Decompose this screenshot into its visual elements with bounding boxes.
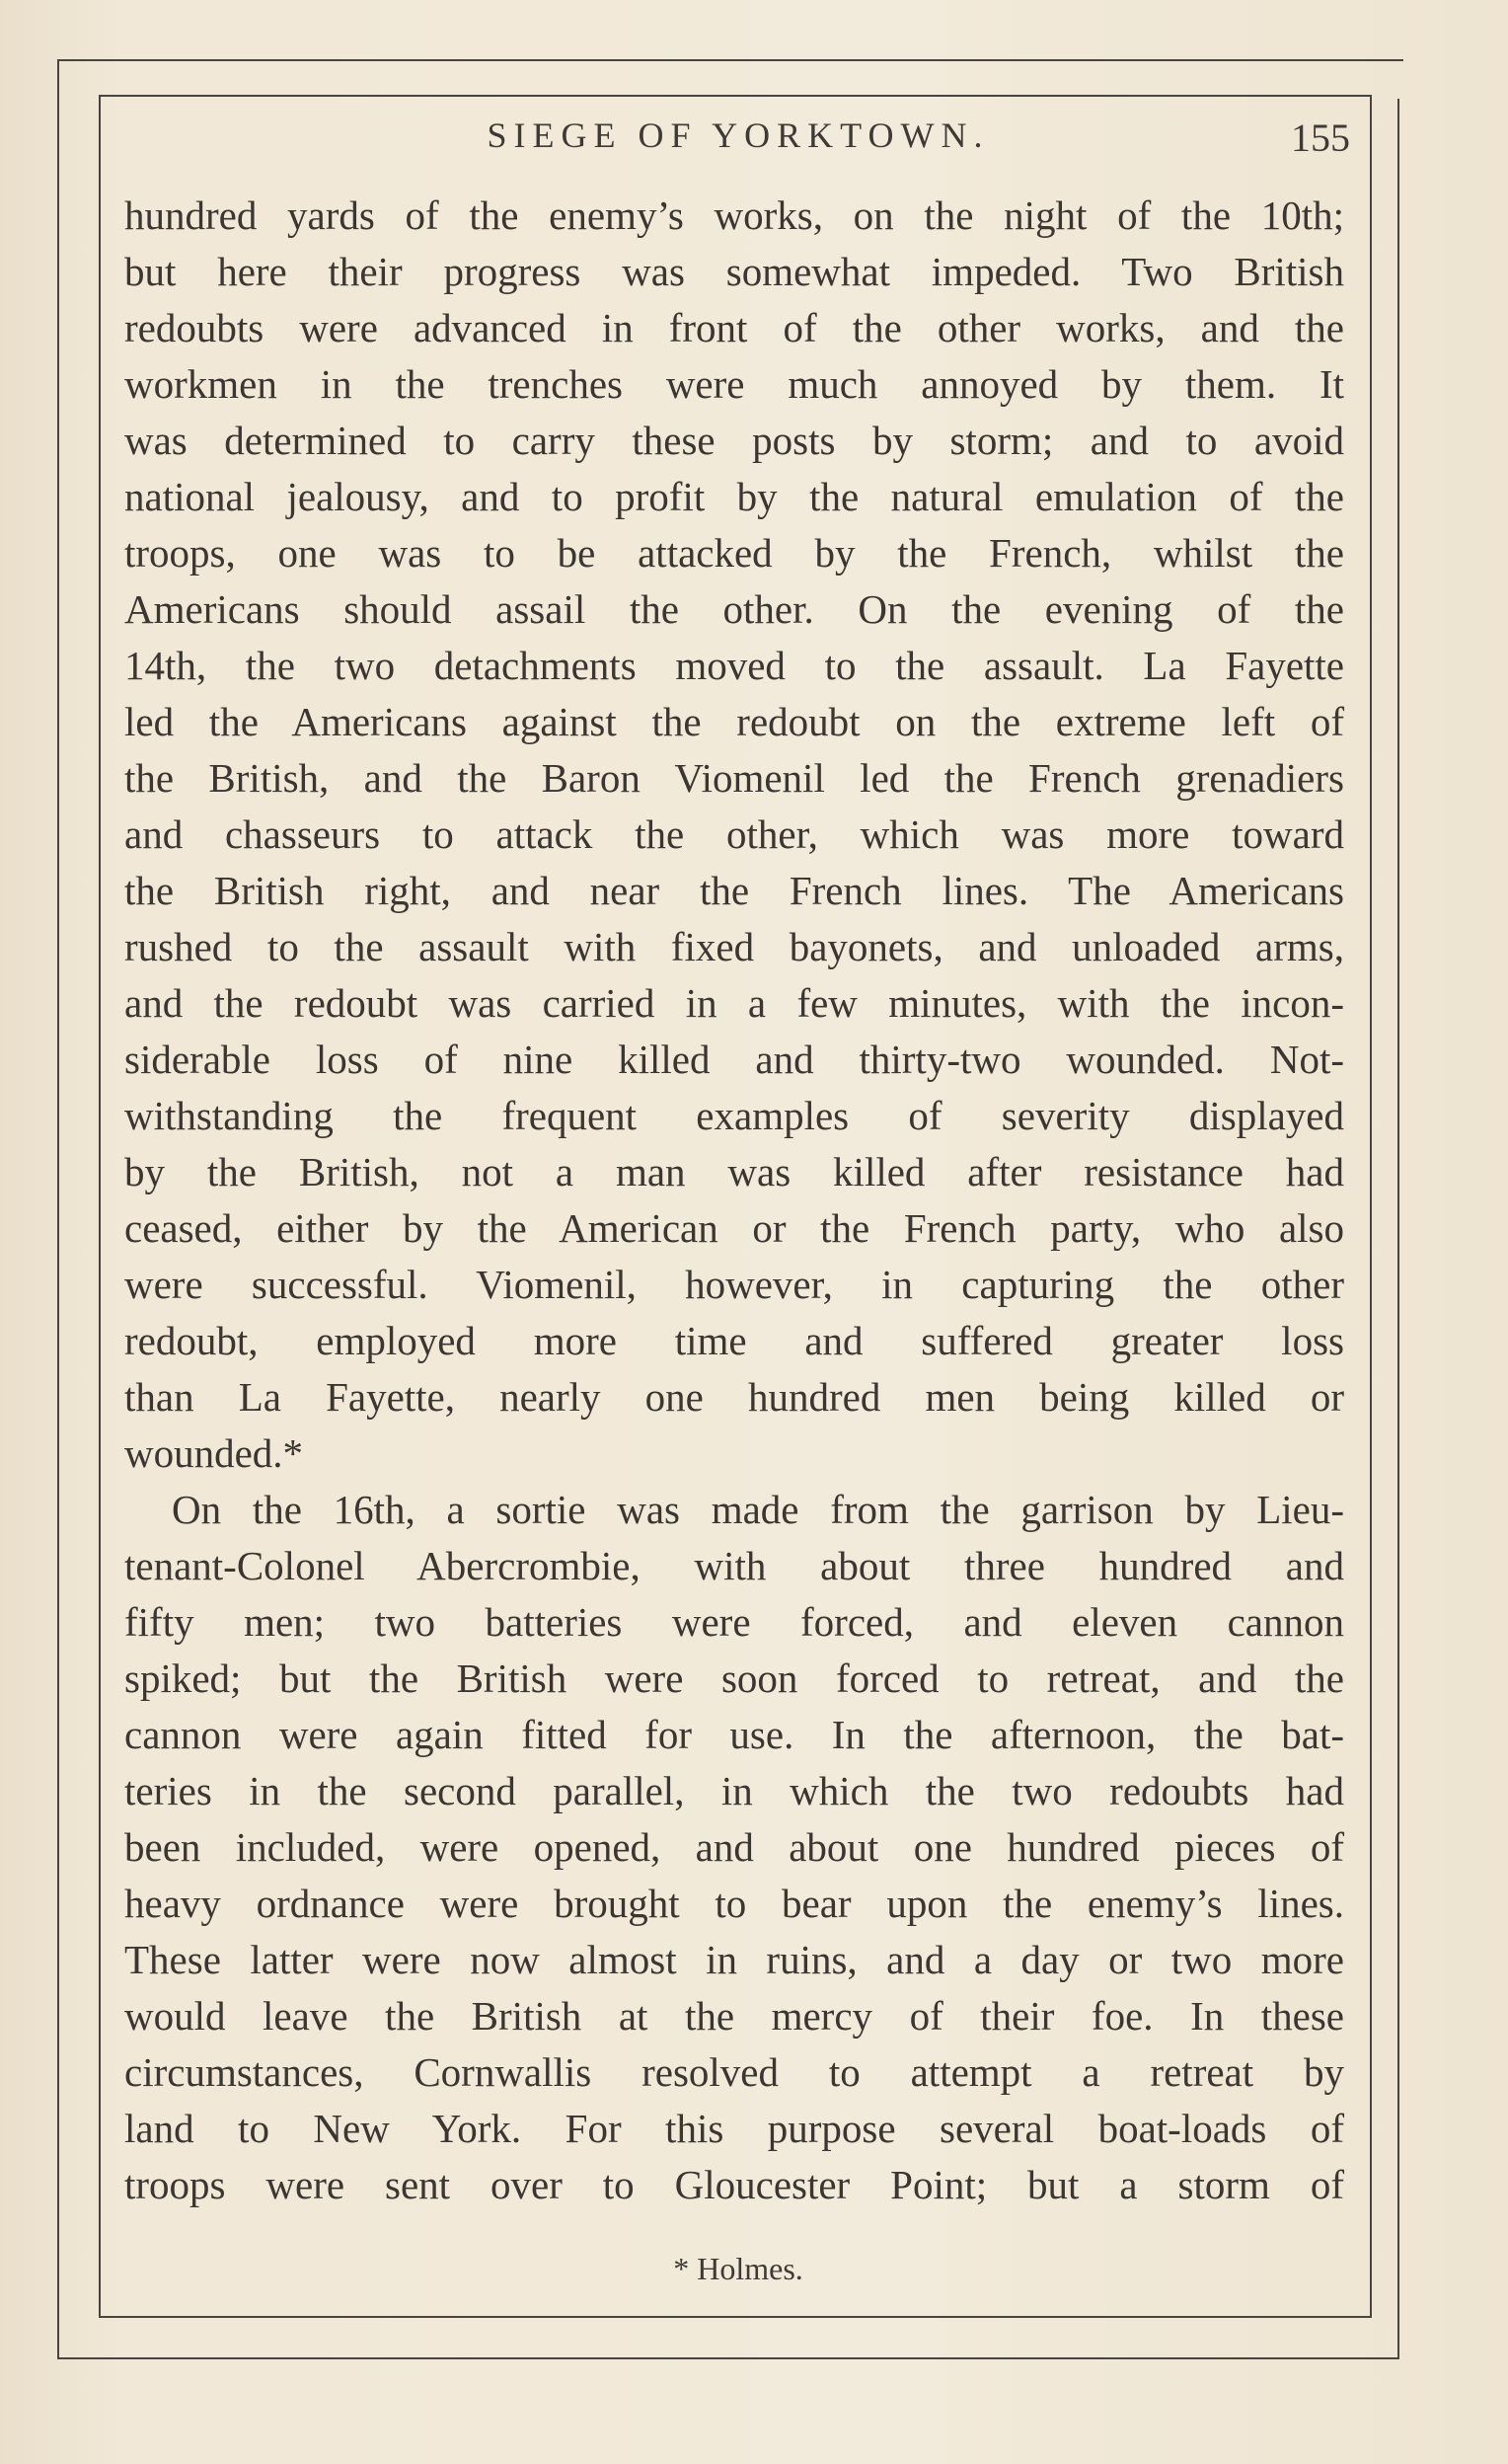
text-line: the British right, and near the French lines. The Americans bbox=[124, 868, 1344, 913]
text-line: was determined to carry these posts by storm; and to avoid bbox=[124, 418, 1344, 463]
text-line: workmen in the trenches were much annoyed by them. It bbox=[124, 361, 1344, 407]
text-line: siderable loss of nine killed and thirty-two wounded. Not- bbox=[124, 1037, 1344, 1082]
text-line: than La Fayette, nearly one hundred men being killed or bbox=[124, 1374, 1344, 1420]
text-line: troops were sent over to Gloucester Point; but a storm of bbox=[124, 2162, 1344, 2207]
text-line: redoubt, employed more time and suffered greater loss bbox=[124, 1318, 1344, 1363]
running-title: SIEGE OF YORKTOWN. bbox=[487, 116, 990, 155]
outer-frame-left-rule bbox=[57, 59, 59, 2359]
text-line: tenant-Colonel Abercrombie, with about three hundred and bbox=[124, 1543, 1344, 1588]
text-line: hundred yards of the enemy’s works, on the night of the 10th; bbox=[124, 192, 1344, 238]
text-line: national jealousy, and to profit by the natural emulation of the bbox=[124, 474, 1344, 519]
text-line: were successful. Viomenil, however, in capturing the other bbox=[124, 1262, 1344, 1307]
text-line: land to New York. For this purpose several boat-loads of bbox=[124, 2106, 1344, 2151]
text-line: troops, one was to be attacked by the French, whilst the bbox=[124, 530, 1344, 576]
text-line: and chasseurs to attack the other, which was more toward bbox=[124, 811, 1344, 857]
text-line: withstanding the frequent examples of severity displayed bbox=[124, 1093, 1344, 1138]
page-number: 155 bbox=[1291, 116, 1350, 160]
text-line: fifty men; two batteries were forced, and eleven cannon bbox=[124, 1599, 1344, 1645]
footnote: * Holmes. bbox=[673, 2251, 803, 2286]
text-line: but here their progress was somewhat impeded. Two British bbox=[124, 249, 1344, 294]
outer-frame-right-rule bbox=[1397, 99, 1399, 2359]
text-line: ceased, either by the American or the French party, who also bbox=[124, 1205, 1344, 1251]
text-line: the British, and the Baron Viomenil led the French grenadiers bbox=[124, 755, 1344, 801]
text-line: Americans should assail the other. On the evening of the bbox=[124, 586, 1344, 632]
text-line: redoubts were advanced in front of the other works, and the bbox=[124, 305, 1344, 350]
text-line: wounded.* bbox=[124, 1430, 304, 1476]
text-line: led the Americans against the redoubt on the extreme left of bbox=[124, 699, 1344, 744]
text-line: spiked; but the British were soon forced to retreat, and the bbox=[124, 1656, 1344, 1701]
text-line: and the redoubt was carried in a few minutes, with the incon- bbox=[124, 980, 1344, 1026]
outer-frame-bottom-rule bbox=[57, 2357, 1399, 2359]
text-line: rushed to the assault with fixed bayonets, and unloaded arms, bbox=[124, 924, 1344, 969]
text-line: by the British, not a man was killed after resistance had bbox=[124, 1149, 1344, 1194]
body-text bbox=[124, 188, 1344, 2213]
text-line: 14th, the two detachments moved to the assault. La Fayette bbox=[124, 643, 1344, 688]
text-line: would leave the British at the mercy of their foe. In these bbox=[124, 1993, 1344, 2039]
running-head bbox=[126, 115, 1350, 170]
text-line: teries in the second parallel, in which the two redoubts had bbox=[124, 1768, 1344, 1813]
text-line: been included, were opened, and about one hundred pieces of bbox=[124, 1824, 1344, 1870]
paragraph-start-line: On the 16th, a sortie was made from the garrison by Lieu- bbox=[172, 1487, 1344, 1532]
outer-frame-top-rule bbox=[57, 59, 1403, 61]
text-line: heavy ordnance were brought to bear upon the enemy’s lines. bbox=[124, 1881, 1344, 1926]
text-line: circumstances, Cornwallis resolved to attempt a retreat by bbox=[124, 2049, 1344, 2095]
text-line: cannon were again fitted for use. In the afternoon, the bat- bbox=[124, 1712, 1344, 1757]
text-line: These latter were now almost in ruins, and a day or two more bbox=[124, 1937, 1344, 1982]
